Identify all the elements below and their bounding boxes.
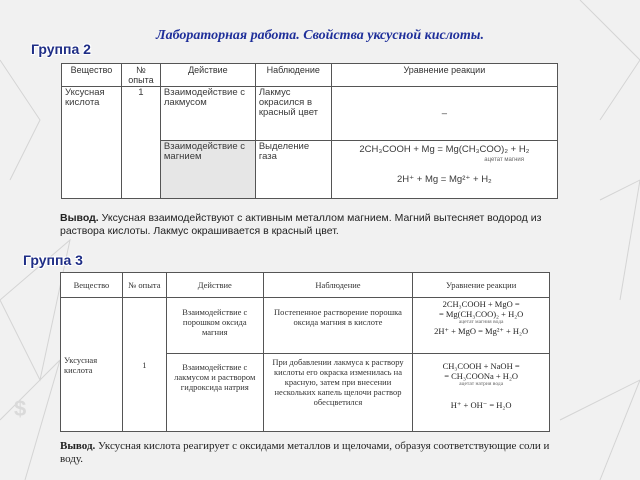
table-row bbox=[61, 298, 550, 354]
experiment-no-cell: 1 bbox=[121, 87, 160, 199]
header-action: Действие bbox=[160, 64, 255, 87]
equation-cell: – bbox=[331, 87, 557, 141]
header-action: Действие bbox=[166, 273, 263, 298]
group-2-conclusion bbox=[60, 212, 560, 238]
conclusion-text: Уксусная взаимодействуют с активным металлом магнием. Магний вытесняет водород из раствора кислоты. Лакмус окрашивается в красный цвет. bbox=[60, 212, 542, 237]
equation-ionic: 2H⁺ + Mg = Mg²⁺ + H₂ bbox=[396, 174, 492, 185]
action-cell: Взаимодействие с лакмусом bbox=[160, 87, 255, 141]
action-cell: Взаимодействие с лакмусом и раствором гидроксида натрия bbox=[166, 354, 263, 432]
table-row bbox=[62, 87, 558, 141]
table-header-row bbox=[62, 64, 558, 87]
action-cell: Взаимодействие с порошком оксида магния bbox=[166, 298, 263, 354]
equation-notes: ацетат магния bbox=[484, 157, 524, 163]
experiment-no-cell: 1 bbox=[122, 298, 166, 432]
equation-cell bbox=[413, 298, 550, 354]
equation-line-1: 2CH₃COOH + MgO = bbox=[442, 299, 520, 309]
conclusion-label: Вывод. bbox=[60, 212, 99, 224]
conclusion-label: Вывод. bbox=[60, 440, 96, 452]
observation-cell: При добавлении лакмуса к раствору кислоты его окраска изменилась на красную, затем при внесении нескольких капель щелочи раствор обесцветился bbox=[263, 354, 413, 432]
equation-notes: ацетат натрия вода bbox=[459, 381, 504, 387]
header-experiment-no: № опыта bbox=[122, 273, 166, 298]
equation-cell bbox=[413, 354, 550, 432]
equation-molecular: 2CH₃COOH + Mg = Mg(CH₃COO)₂ + H₂ bbox=[359, 144, 530, 155]
conclusion-text: Уксусная кислота реагирует с оксидами металлов и щелочами, образуя соответствующие соли и воду. bbox=[60, 440, 550, 465]
equation-line-2: = Mg(CH₃COO)₂ + H₂O bbox=[438, 309, 524, 319]
slide-title: Лабораторная работа. Свойства уксусной кислоты. bbox=[155, 28, 484, 43]
header-observation: Наблюдение bbox=[263, 273, 413, 298]
observation-cell: Лакмус окрасился в красный цвет bbox=[255, 87, 331, 141]
action-cell: Взаимодействие с магнием bbox=[160, 141, 255, 199]
group-3-table bbox=[60, 272, 550, 432]
svg-text:$: $ bbox=[14, 396, 27, 421]
equation-ionic: 2H⁺ + MgO = Mg²⁺ + H₂O bbox=[434, 326, 529, 336]
header-observation: Наблюдение bbox=[255, 64, 331, 87]
substance-cell: Уксусная кислота bbox=[61, 298, 123, 432]
equation-cell bbox=[331, 141, 557, 199]
equation-line-2: = CH₃COONa + H₂O bbox=[444, 371, 519, 381]
header-equation: Уравнение реакции bbox=[331, 64, 557, 87]
observation-cell: Выделение газа bbox=[255, 141, 331, 199]
header-experiment-no: № опыта bbox=[121, 64, 160, 87]
table-header-row bbox=[61, 273, 550, 298]
observation-cell: Постепенное растворение порошка оксида магния в кислоте bbox=[263, 298, 413, 354]
header-substance: Вещество bbox=[62, 64, 122, 87]
substance-cell: Уксусная кислота bbox=[62, 87, 122, 199]
equation-ionic: H⁺ + OH⁻ = H₂O bbox=[450, 400, 512, 410]
header-equation: Уравнение реакции bbox=[413, 273, 550, 298]
group-3-conclusion bbox=[60, 440, 560, 466]
group-2-label: Группа 2 bbox=[31, 41, 91, 57]
group-2-table bbox=[61, 63, 558, 199]
header-substance: Вещество bbox=[61, 273, 123, 298]
group-3-label: Группа 3 bbox=[23, 252, 83, 268]
equation-notes: ацетат магния вода bbox=[458, 319, 504, 325]
equation-line-1: CH₃COOH + NaOH = bbox=[442, 361, 520, 371]
